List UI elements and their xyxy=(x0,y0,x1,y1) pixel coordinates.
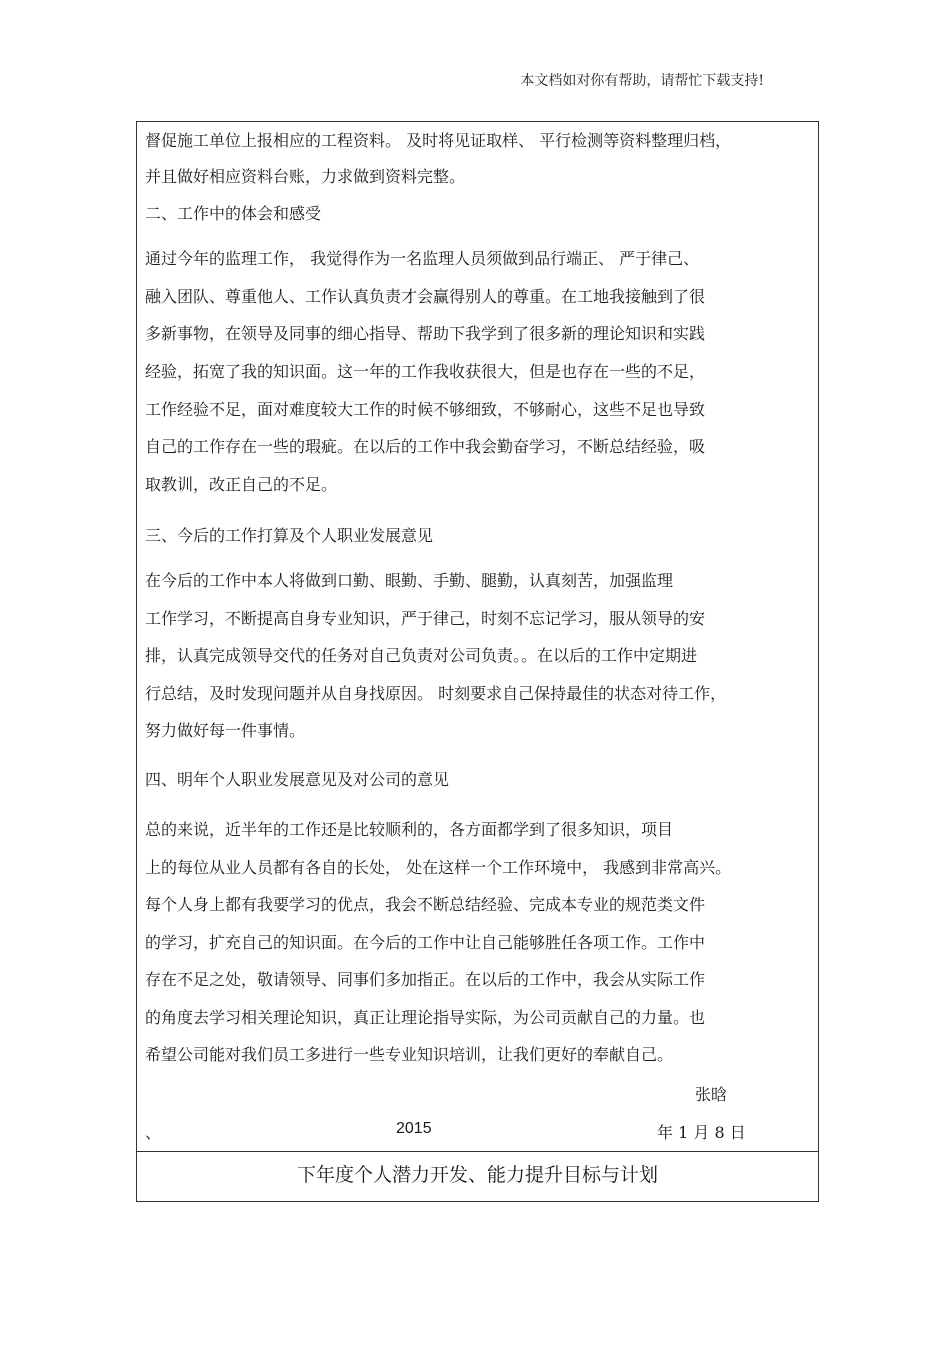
body-line: 多新事物，在领导及同事的细心指导、帮助下我学到了很多新的理论知识和实践 xyxy=(145,324,706,343)
section-heading-2: 二、工作中的体会和感受 xyxy=(145,204,322,223)
body-line: 存在不足之处，敬请领导、同事们多加指正。在以后的工作中，我会从实际工作 xyxy=(145,970,706,989)
body-line: 上的每位从业人员都有各自的长处， 处在这样一个工作环境中， 我感到非常高兴。 xyxy=(145,858,732,877)
signature-year: 2015 xyxy=(396,1120,432,1137)
body-line: 工作学习，不断提高自身专业知识，严于律己，时刻不忘记学习，服从领导的安 xyxy=(145,609,706,628)
body-line: 的学习，扩充自己的知识面。在今后的工作中让自己能够胜任各项工作。工作中 xyxy=(145,933,706,952)
body-line: 经验，拓宽了我的知识面。这一年的工作我收获很大，但是也存在一些的不足， xyxy=(145,362,706,381)
body-line: 努力做好每一件事情。 xyxy=(145,721,306,740)
signature-mark: 、 xyxy=(145,1123,162,1142)
body-line: 在今后的工作中本人将做到口勤、眼勤、手勤、腿勤，认真刻苦，加强监理 xyxy=(145,571,674,590)
body-line: 督促施工单位上报相应的工程资料。 及时将见证取样、 平行检测等资料整理归档， xyxy=(145,131,732,150)
body-line: 每个人身上都有我要学习的优点，我会不断总结经验、完成本专业的规范类文件 xyxy=(145,895,706,914)
body-line: 融入团队、尊重他人、工作认真负责才会赢得别人的尊重。在工地我接触到了很 xyxy=(145,287,706,306)
body-line: 通过今年的监理工作， 我觉得作为一名监理人员须做到品行端正、 严于律己、 xyxy=(145,249,700,268)
section-heading-3: 三、今后的工作打算及个人职业发展意见 xyxy=(145,526,434,545)
body-line: 工作经验不足，面对难度较大工作的时候不够细致，不够耐心，这些不足也导致 xyxy=(145,400,706,419)
body-line: 自己的工作存在一些的瑕疵。在以后的工作中我会勤奋学习，不断总结经验，吸 xyxy=(145,437,706,456)
body-line: 排，认真完成领导交代的任务对自己负责对公司负责。。在以后的工作中定期进 xyxy=(145,646,698,665)
body-line: 希望公司能对我们员工多进行一些专业知识培训，让我们更好的奉献自己。 xyxy=(145,1045,674,1064)
table-row-divider xyxy=(137,1151,818,1152)
header-note: 本文档如对你有帮助，请帮忙下载支持! xyxy=(520,73,764,89)
next-year-plan-title: 下年度个人潜力开发、能力提升目标与计划 xyxy=(296,1164,658,1186)
body-line: 总的来说，近半年的工作还是比较顺利的，各方面都学到了很多知识，项目 xyxy=(145,820,674,839)
body-line: 取教训，改正自己的不足。 xyxy=(145,475,338,494)
body-line: 的角度去学习相关理论知识，真正让理论指导实际，为公司贡献自己的力量。也 xyxy=(145,1008,706,1027)
body-line: 并且做好相应资料台账，力求做到资料完整。 xyxy=(145,167,466,186)
section-heading-4: 四、明年个人职业发展意见及对公司的意见 xyxy=(145,770,450,789)
document-table xyxy=(136,121,819,1202)
signature-date: 年 1 月 8 日 xyxy=(657,1123,746,1142)
body-line: 行总结，及时发现问题并从自身找原因。 时刻要求自己保持最佳的状态对待工作， xyxy=(145,684,727,703)
signature-name: 张晗 xyxy=(695,1085,728,1104)
